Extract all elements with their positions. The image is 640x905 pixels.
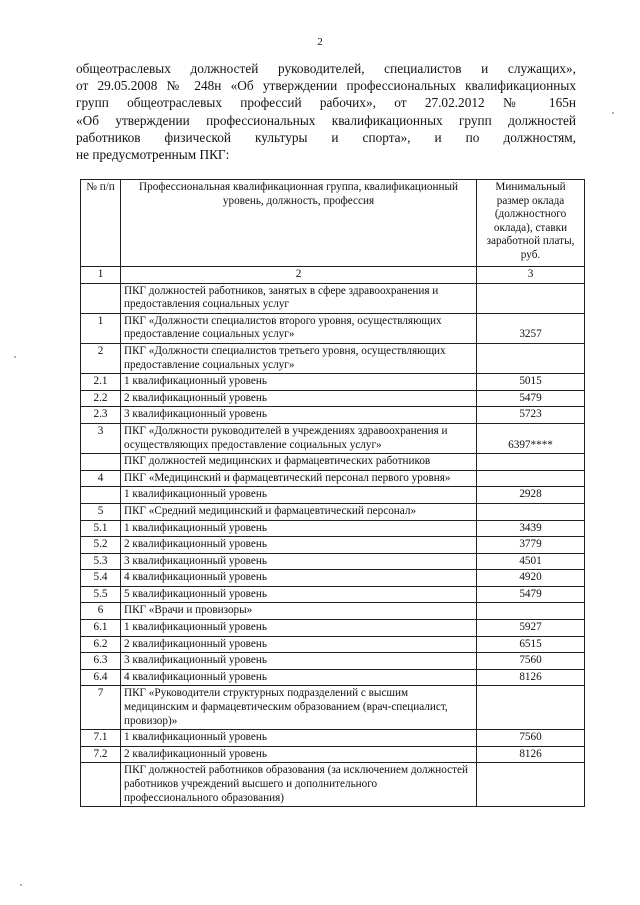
row-group-cell: 3 квалификационный уровень	[121, 407, 477, 424]
row-number-cell: 5	[81, 503, 121, 520]
table-row	[81, 374, 585, 391]
scan-speck	[20, 884, 22, 886]
row-salary-cell: 5479	[477, 390, 585, 407]
intro-line: не предусмотренным ПКГ:	[76, 147, 230, 163]
row-group-cell: 5 квалификационный уровень	[121, 586, 477, 603]
row-number-cell	[81, 454, 121, 471]
table-row	[81, 423, 585, 453]
row-number-cell: 4	[81, 470, 121, 487]
row-group-cell: 3 квалификационный уровень	[121, 553, 477, 570]
table-row	[81, 763, 585, 807]
row-number-cell: 2.3	[81, 407, 121, 424]
row-number-cell: 7.1	[81, 730, 121, 747]
row-number-cell: 5.1	[81, 520, 121, 537]
row-salary-cell: 8126	[477, 669, 585, 686]
row-number-cell: 5.2	[81, 537, 121, 554]
row-number-cell: 7	[81, 686, 121, 730]
scan-speck	[14, 356, 16, 358]
row-group-cell: ПКГ «Должности руководителей в учреждениях здравоохранения и осуществляющих предоставление социальных услуг»	[121, 423, 477, 453]
table-row	[81, 730, 585, 747]
row-salary-cell: 5927	[477, 620, 585, 637]
table-row	[81, 553, 585, 570]
index-cell: 1	[81, 267, 121, 284]
intro-line: «Об утверждении профессиональных квалификационных групп должностей	[76, 112, 576, 128]
header-salary: Минимальный размер оклада (должностного оклада), ставки заработной платы, руб.	[477, 180, 585, 267]
row-group-cell: ПКГ «Руководители структурных подразделений с высшим медицинским и фармацевтическим образованием (врач-специалист, провизор)»	[121, 686, 477, 730]
table-row	[81, 636, 585, 653]
row-salary-cell	[477, 283, 585, 313]
row-group-cell: 1 квалификационный уровень	[121, 620, 477, 637]
row-number-cell: 5.5	[81, 586, 121, 603]
row-salary-cell: 7560	[477, 653, 585, 670]
intro-line: работников физической культуры и спорта», и по должностям,	[76, 129, 576, 145]
page-number: 2	[317, 36, 323, 48]
row-number-cell: 5.4	[81, 570, 121, 587]
row-group-cell: ПКГ должностей медицинских и фармацевтических работников	[121, 454, 477, 471]
row-salary-cell: 4501	[477, 553, 585, 570]
row-number-cell: 1	[81, 313, 121, 343]
row-salary-cell: 5015	[477, 374, 585, 391]
intro-line: от 29.05.2008 № 248н «Об утверждении профессиональных квалификационных	[76, 78, 576, 94]
row-number-cell: 5.3	[81, 553, 121, 570]
row-group-cell: ПКГ должностей работников, занятых в сфере здравоохранения и предоставления социальных услуг	[121, 283, 477, 313]
row-salary-cell: 3439	[477, 520, 585, 537]
table-row	[81, 586, 585, 603]
table-row	[81, 603, 585, 620]
row-salary-cell: 6397****	[477, 423, 585, 453]
table-row	[81, 620, 585, 637]
row-salary-cell: 4920	[477, 570, 585, 587]
header-group: Профессиональная квалификационная группа, квалификационный уровень, должность, профессия	[121, 180, 477, 267]
table-row	[81, 746, 585, 763]
header-num: № п/п	[81, 180, 121, 267]
row-group-cell: ПКГ «Должности специалистов третьего уровня, осуществляющих предоставление социальных услуг»	[121, 343, 477, 373]
table-header-row	[81, 180, 585, 267]
intro-line: групп общеотраслевых профессий рабочих», от 27.02.2012 № 165н	[76, 95, 576, 111]
row-number-cell: 2.1	[81, 374, 121, 391]
row-salary-cell: 2928	[477, 487, 585, 504]
table-row	[81, 570, 585, 587]
row-salary-cell: 8126	[477, 746, 585, 763]
row-group-cell: 4 квалификационный уровень	[121, 570, 477, 587]
row-group-cell: ПКГ «Должности специалистов второго уровня, осуществляющих предоставление социальных услуг»	[121, 313, 477, 343]
row-salary-cell: 7560	[477, 730, 585, 747]
row-number-cell: 6.1	[81, 620, 121, 637]
row-number-cell: 6.4	[81, 669, 121, 686]
table-row	[81, 669, 585, 686]
row-group-cell: 2 квалификационный уровень	[121, 746, 477, 763]
scan-speck	[612, 112, 614, 114]
row-salary-cell: 6515	[477, 636, 585, 653]
table-row	[81, 520, 585, 537]
row-number-cell: 7.2	[81, 746, 121, 763]
row-salary-cell: 5479	[477, 586, 585, 603]
row-number-cell: 6.2	[81, 636, 121, 653]
row-salary-cell: 5723	[477, 407, 585, 424]
row-salary-cell	[477, 454, 585, 471]
table-row	[81, 390, 585, 407]
row-number-cell: 3	[81, 423, 121, 453]
row-group-cell: ПКГ должностей работников образования (за исключением должностей работников учреждений высшего и дополнительного профессионального образования)	[121, 763, 477, 807]
row-salary-cell	[477, 343, 585, 373]
row-group-cell: 3 квалификационный уровень	[121, 653, 477, 670]
row-salary-cell	[477, 503, 585, 520]
row-salary-cell	[477, 686, 585, 730]
row-group-cell: 2 квалификационный уровень	[121, 537, 477, 554]
table-row	[81, 343, 585, 373]
table-row	[81, 407, 585, 424]
row-salary-cell: 3257	[477, 313, 585, 343]
intro-paragraph	[76, 60, 576, 163]
row-salary-cell	[477, 763, 585, 807]
table-row	[81, 537, 585, 554]
table-row	[81, 487, 585, 504]
table-row	[81, 653, 585, 670]
row-number-cell: 6.3	[81, 653, 121, 670]
row-number-cell	[81, 283, 121, 313]
index-cell: 2	[121, 267, 477, 284]
row-number-cell	[81, 487, 121, 504]
row-group-cell: 2 квалификационный уровень	[121, 636, 477, 653]
table-index-row	[81, 267, 585, 284]
row-group-cell: 1 квалификационный уровень	[121, 374, 477, 391]
row-group-cell: 1 квалификационный уровень	[121, 730, 477, 747]
table-row	[81, 283, 585, 313]
row-group-cell: ПКГ «Средний медицинский и фармацевтический персонал»	[121, 503, 477, 520]
row-salary-cell	[477, 603, 585, 620]
row-number-cell: 2	[81, 343, 121, 373]
row-group-cell: ПКГ «Врачи и провизоры»	[121, 603, 477, 620]
index-cell: 3	[477, 267, 585, 284]
row-group-cell: ПКГ «Медицинский и фармацевтический персонал первого уровня»	[121, 470, 477, 487]
table-row	[81, 686, 585, 730]
row-number-cell	[81, 763, 121, 807]
row-group-cell: 4 квалификационный уровень	[121, 669, 477, 686]
row-group-cell: 1 квалификационный уровень	[121, 487, 477, 504]
table-row	[81, 503, 585, 520]
row-group-cell: 1 квалификационный уровень	[121, 520, 477, 537]
row-number-cell: 2.2	[81, 390, 121, 407]
table-row	[81, 454, 585, 471]
row-number-cell: 6	[81, 603, 121, 620]
table-body	[81, 283, 585, 807]
row-salary-cell: 3779	[477, 537, 585, 554]
salary-table	[80, 179, 585, 807]
row-group-cell: 2 квалификационный уровень	[121, 390, 477, 407]
table-row	[81, 470, 585, 487]
row-salary-cell	[477, 470, 585, 487]
intro-line: общеотраслевых должностей руководителей, специалистов и служащих»,	[76, 61, 576, 76]
table-row	[81, 313, 585, 343]
